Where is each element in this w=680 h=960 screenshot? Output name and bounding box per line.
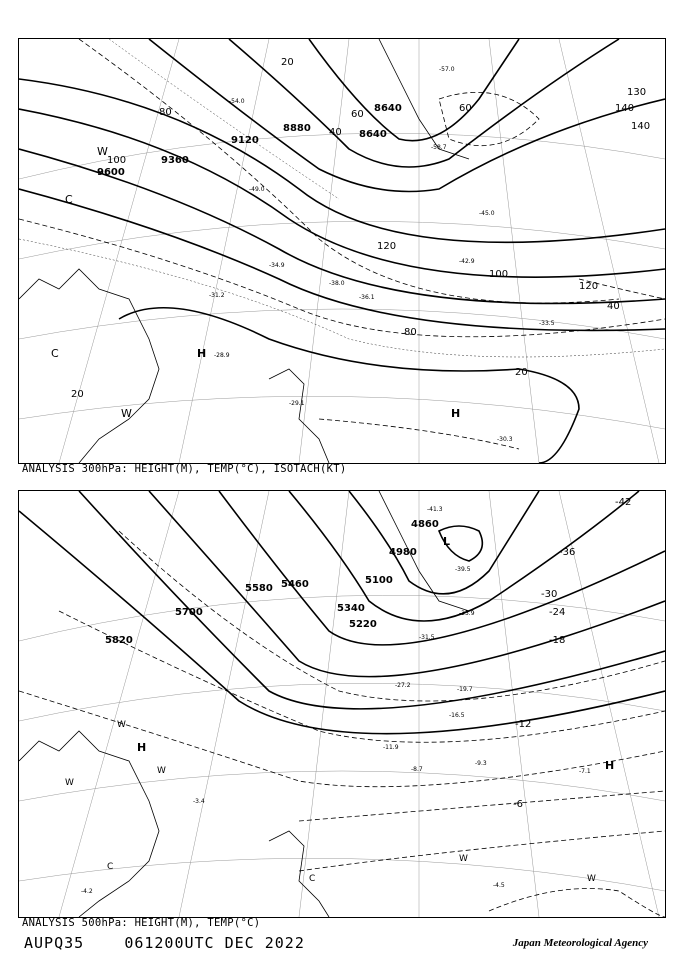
isotach-label: 80: [159, 107, 172, 118]
height-label: 8640: [374, 103, 402, 114]
temp-label: -41.3: [427, 506, 443, 513]
temp-label: -11.9: [383, 744, 399, 751]
temp-label: -38.0: [329, 280, 345, 287]
isotherm-label: -24: [549, 607, 566, 618]
isotach-label: 140: [615, 103, 635, 114]
low-pressure-center: L: [443, 535, 451, 548]
isotach-label: 40: [607, 301, 620, 312]
warm-center: W: [117, 720, 126, 730]
temp-label: -34.9: [269, 262, 285, 269]
chart-datetime: 061200UTC DEC 2022: [124, 934, 305, 952]
height-label: 5460: [281, 579, 309, 590]
warm-center: W: [459, 854, 468, 864]
warm-center: W: [97, 145, 108, 158]
isotherm-label: -18: [549, 635, 566, 646]
temp-label: -58.7: [431, 144, 447, 151]
temp-label: -31.2: [209, 292, 225, 299]
chart-code: AUPQ35: [24, 934, 85, 952]
temp-label: -28.9: [214, 352, 230, 359]
agency-name: Japan Meteorological Agency: [512, 937, 648, 949]
height-label: 4860: [411, 519, 439, 530]
temp-label: -29.1: [289, 400, 305, 407]
temp-label: -4.2: [81, 888, 93, 895]
temp-label: -30.3: [497, 436, 513, 443]
isotherm-label: -36: [559, 547, 576, 558]
chart-id-line: [24, 934, 305, 952]
isotach-label: 120: [579, 281, 599, 292]
height-label: 5340: [337, 603, 365, 614]
isotherms: [19, 39, 665, 357]
temp-label: -4.5: [493, 882, 505, 889]
temp-label: -49.0: [249, 186, 265, 193]
high-pressure-center: H: [197, 347, 207, 360]
height-label: 8880: [283, 123, 311, 134]
temp-label: -27.2: [395, 682, 411, 689]
isotach-label: 60: [459, 103, 472, 114]
temp-label: -16.5: [449, 712, 465, 719]
height-label: 9600: [97, 167, 125, 178]
temp-label: -54.0: [229, 98, 245, 105]
temp-label: -7.1: [579, 768, 591, 775]
temp-label: -45.0: [479, 210, 495, 217]
isotach-label: 20: [281, 57, 294, 68]
isotach-label: 80: [404, 327, 417, 338]
isotherm-label: -30: [541, 589, 558, 600]
map-500hpa-canvas: [19, 491, 665, 917]
height-label: 9120: [231, 135, 259, 146]
height-label: 9360: [161, 155, 189, 166]
temp-label: -8.7: [411, 766, 423, 773]
isotherm-label: -42: [615, 497, 632, 508]
map-300hpa-caption: ANALYSIS 300hPa: HEIGHT(M), TEMP(°C), ISOTACH(KT): [22, 463, 347, 475]
isotach-label: 130: [627, 87, 647, 98]
height-contours: [19, 39, 665, 463]
temp-label: -19.7: [457, 686, 473, 693]
isotach-label: 60: [351, 109, 364, 120]
isotach-label: 140: [631, 121, 651, 132]
isotherms: [19, 531, 665, 917]
temp-label: -57.0: [439, 66, 455, 73]
temp-label: -33.5: [539, 320, 555, 327]
isotach-label: 20: [515, 367, 528, 378]
map-500hpa: [18, 490, 666, 918]
isotach-label: 20: [71, 389, 84, 400]
high-pressure-center: H: [605, 759, 615, 772]
map-300hpa: [18, 38, 666, 464]
temp-label: -35.9: [459, 610, 475, 617]
height-label: 5580: [245, 583, 273, 594]
map-500hpa-labels: [65, 497, 631, 895]
isotach-label: 120: [377, 241, 397, 252]
warm-center: W: [65, 778, 74, 788]
height-label: 5820: [105, 635, 133, 646]
cold-center: C: [51, 347, 59, 360]
isotherm-label: -6: [513, 799, 523, 810]
cold-center: C: [65, 193, 73, 206]
cold-center: C: [309, 874, 316, 884]
isotach-label: 100: [107, 155, 127, 166]
temp-label: -42.9: [459, 258, 475, 265]
graticule: [19, 39, 665, 463]
temp-label: -36.1: [359, 294, 375, 301]
temp-label: -39.5: [455, 566, 471, 573]
isotach-label: 100: [489, 269, 509, 280]
height-label: 5220: [349, 619, 377, 630]
height-label: 5700: [175, 607, 203, 618]
map-300hpa-canvas: [19, 39, 665, 463]
height-label: 8640: [359, 129, 387, 140]
warm-center: W: [121, 407, 132, 420]
temp-label: -31.5: [419, 634, 435, 641]
isotherm-label: -12: [515, 719, 532, 730]
isotach-label: 40: [329, 127, 342, 138]
cold-center: C: [107, 862, 114, 872]
map-500hpa-caption: ANALYSIS 500hPa: HEIGHT(M), TEMP(°C): [22, 917, 261, 929]
height-label: 4980: [389, 547, 417, 558]
high-pressure-center: H: [451, 407, 461, 420]
height-label: 5100: [365, 575, 393, 586]
temp-label: -9.3: [475, 760, 487, 767]
warm-center: W: [157, 766, 166, 776]
warm-center: W: [587, 874, 596, 884]
temp-label: -3.4: [193, 798, 205, 805]
high-pressure-center: H: [137, 741, 147, 754]
